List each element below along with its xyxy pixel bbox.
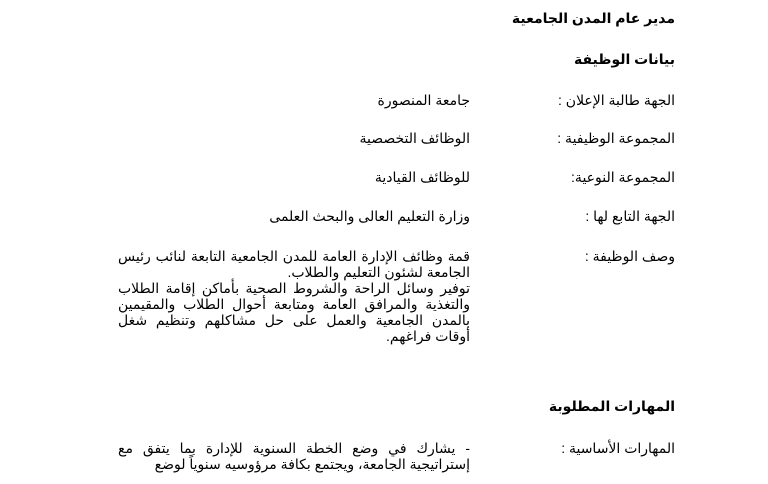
required-skills-heading: المهارات المطلوبة bbox=[548, 398, 675, 414]
job-data-heading: بيانات الوظيفة bbox=[573, 51, 675, 67]
job-description-paragraph: توفير وسائل الراحة والشروط الصحية بأماكن إقامة الطلاب والتغذية والمرافق العامة ومتابعة أحوال الطلاب والمقيمين بالمدن الجامعية والعمل على حل مشاكلهم وتنظيم شغل أوقات فراغهم. bbox=[118, 280, 470, 344]
job-category-value: للوظائف القيادية bbox=[374, 169, 470, 185]
requesting-entity-value: جامعة المنصورة bbox=[377, 92, 470, 108]
affiliated-entity-value: وزارة التعليم العالى والبحث العلمى bbox=[269, 208, 470, 224]
job-description-label: وصف الوظيفة : bbox=[584, 248, 675, 264]
job-category-label: المجموعة النوعية: bbox=[571, 169, 675, 185]
job-group-value: الوظائف التخصصية bbox=[359, 130, 470, 146]
job-title: مدير عام المدن الجامعية bbox=[511, 10, 675, 26]
basic-skills-label: المهارات الأساسية : bbox=[561, 440, 675, 456]
affiliated-entity-label: الجهة التابع لها : bbox=[585, 208, 675, 224]
job-group-label: المجموعة الوظيفية : bbox=[557, 130, 675, 146]
basic-skills-text: - يشارك في وضع الخطة السنوية للإدارة بما يتفق مع إستراتيجية الجامعة، ويجتمع بكافة مرؤوسيه سنوياً لوضع bbox=[118, 440, 470, 472]
requesting-entity-label: الجهة طالبة الإعلان : bbox=[558, 92, 675, 108]
job-description bbox=[118, 248, 470, 344]
job-description-paragraph: قمة وظائف الإدارة العامة للمدن الجامعية التابعة لنائب رئيس الجامعة لشئون التعليم والطلاب. bbox=[118, 248, 470, 280]
